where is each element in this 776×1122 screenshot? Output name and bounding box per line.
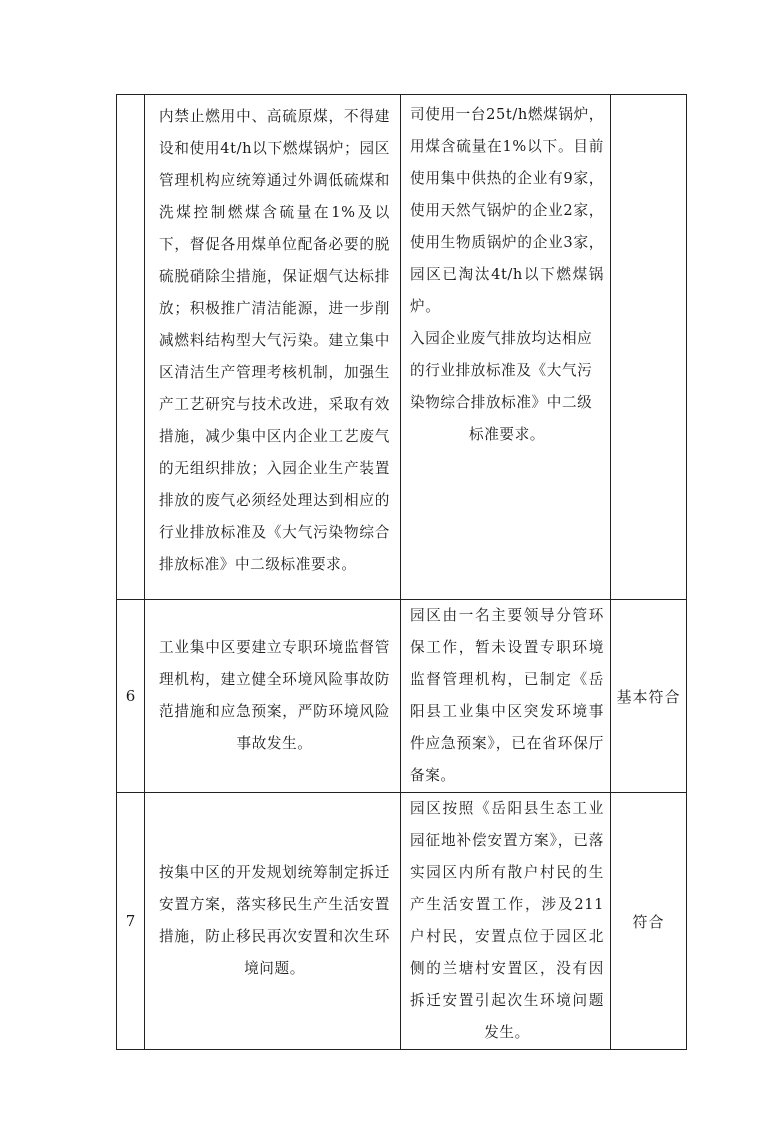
requirement-text: 内禁止燃用中、高硫原煤，不得建设和使用4t/h以下燃煤锅炉；园区管理机构应统筹通过外调低硫煤和洗煤控制燃煤含硫量在1%及以下，督促各用煤单位配备必要的脱硫脱硝除尘措施，保证烟气达标排放；积极推广清洁能源，进一步削减燃料结构型大气污染。建立集中区清洁生产管理考核机制，加强生产工艺研究与技术改进，采取有效措施，减少集中区内企业工艺废气的无组织排放；入园企业生产装置排放的废气必须经处理达到相应的行业排放标准及《大气污染物综合排放标准》中二级标准要求。: [159, 108, 390, 573]
status-cell: [401, 793, 611, 1050]
compliance-table: [116, 94, 687, 1050]
table-row: [117, 793, 687, 1050]
status-text: 园区由一名主要领导分管环保工作，暂未设置专职环境监督管理机构，已制定《岳阳县工业集中区突发环境事件应急预案》，已在省环保厅备案。: [410, 607, 604, 784]
row-number: 6: [117, 600, 145, 793]
requirement-text: 按集中区的开发规划统筹制定拆迁安置方案，落实移民生产生活安置措施，防止移民再次安置和次生环境问题。: [159, 864, 390, 977]
status-cell: [401, 95, 611, 600]
status-text: 园区按照《岳阳县生态工业园征地补偿安置方案》，已落实园区内所有散户村民的生产生活安置工作，涉及211户村民，安置点位于园区北侧的兰塘村安置区，没有因拆迁安置引起次生环境问题发生。: [410, 800, 604, 1041]
result-cell: 符合: [611, 793, 687, 1050]
status-text: [401, 95, 610, 451]
table-row: [117, 95, 687, 600]
row-number: 7: [117, 793, 145, 1050]
requirement-text: 工业集中区要建立专职环境监督管理机构，建立健全环境风险事故防范措施和应急预案，严防环境风险事故发生。: [159, 639, 390, 752]
table-row: [117, 600, 687, 793]
row-number: [117, 95, 145, 600]
status-paragraph: 司使用一台25t/h燃煤锅炉，用煤含硫量在1%以下。目前使用集中供热的企业有9家，使用天然气锅炉的企业2家，使用生物质锅炉的企业3家，园区已淘汰4t/h以下燃煤锅炉。: [410, 106, 604, 315]
status-cell: [401, 600, 611, 793]
result-cell: 基本符合: [611, 600, 687, 793]
status-paragraph: 入园企业废气排放均达相应的行业排放标准及《大气污染物综合排放标准》中二级标准要求。: [410, 330, 593, 443]
result-cell: [611, 95, 687, 600]
requirement-cell: [145, 600, 401, 793]
requirement-cell: [145, 793, 401, 1050]
requirement-cell: [145, 95, 401, 600]
